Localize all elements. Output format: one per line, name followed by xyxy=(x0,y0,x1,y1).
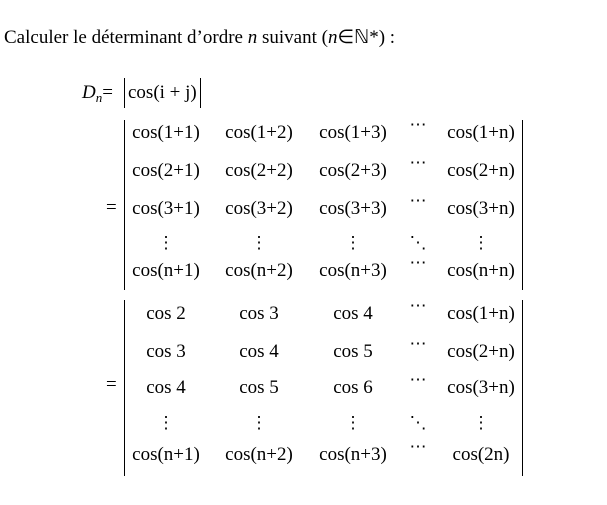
intro-var-n: n xyxy=(247,27,258,48)
matrix2-cell-r1-c5: cos(1+n) xyxy=(447,303,515,324)
matrix2-cell-r1-c3: cos 4 xyxy=(333,303,373,324)
matrix2-cell-r5-c5: cos(2n) xyxy=(452,444,510,465)
det-compact-text: cos(i + j) xyxy=(128,82,197,103)
matrix2-cell-r1-c1: cos 2 xyxy=(146,303,186,324)
matrix2-cell-r5-c1: cos(n+1) xyxy=(132,444,200,465)
matrix2-cell-r4-c1: ⋮ xyxy=(157,413,175,432)
matrix1-cell-r4-c1: ⋮ xyxy=(157,233,175,252)
determinant-compact xyxy=(124,78,201,108)
matrix2-cell-r2-c2: cos 4 xyxy=(239,341,279,362)
matrix1-cell-r2-c2: cos(2+2) xyxy=(225,160,293,181)
matrix2-cell-r2-c3: cos 5 xyxy=(333,341,373,362)
equals-sign-1: = xyxy=(106,197,117,218)
matrix1-cell-r3-c1: cos(3+1) xyxy=(132,198,200,219)
matrix2-cell-r1-c2: cos 3 xyxy=(239,303,279,324)
matrix1-cell-r1-c3: cos(1+3) xyxy=(319,122,387,143)
matrix2-right-bar xyxy=(522,300,523,476)
matrix1-cell-r5-c3: cos(n+3) xyxy=(319,260,387,281)
matrix1-cell-r2-c4: ⋯ xyxy=(409,153,427,172)
matrix2-cell-r3-c2: cos 5 xyxy=(239,377,279,398)
matrix1-cell-r3-c5: cos(3+n) xyxy=(447,198,515,219)
matrix1-cell-r4-c5: ⋮ xyxy=(472,233,490,252)
matrix1-cell-r1-c4: ⋯ xyxy=(409,115,427,134)
det-subscript: n xyxy=(95,90,103,105)
matrix1-cell-r4-c4: ⋱ xyxy=(409,233,427,252)
matrix2-cell-r2-c4: ⋯ xyxy=(409,334,427,353)
matrix1-left-bar xyxy=(124,120,125,290)
condition-rest: ∈ℕ*) : xyxy=(337,27,396,48)
matrix2-cell-r5-c2: cos(n+2) xyxy=(225,444,293,465)
equals-sign-0: = xyxy=(102,82,113,103)
matrix1-cell-r3-c2: cos(3+2) xyxy=(225,198,293,219)
problem-statement xyxy=(4,26,395,49)
equals-sign-2: = xyxy=(106,374,117,395)
matrix1-right-bar xyxy=(522,120,523,290)
matrix1-cell-r2-c1: cos(2+1) xyxy=(132,160,200,181)
matrix1-cell-r3-c4: ⋯ xyxy=(409,191,427,210)
matrix2-cell-r4-c5: ⋮ xyxy=(472,413,490,432)
matrix1-cell-r1-c1: cos(1+1) xyxy=(132,122,200,143)
condition-n: n xyxy=(327,27,338,48)
intro-text: Calculer le déterminant d’ordre xyxy=(4,27,248,48)
matrix1-cell-r2-c5: cos(2+n) xyxy=(447,160,515,181)
det-symbol: D xyxy=(82,82,96,103)
matrix2-cell-r4-c4: ⋱ xyxy=(409,413,427,432)
matrix1-cell-r5-c1: cos(n+1) xyxy=(132,260,200,281)
matrix2-cell-r3-c5: cos(3+n) xyxy=(447,377,515,398)
matrix1-cell-r5-c4: ⋯ xyxy=(409,253,427,272)
matrix2-left-bar xyxy=(124,300,125,476)
matrix1-cell-r1-c5: cos(1+n) xyxy=(447,122,515,143)
matrix1-cell-r4-c2: ⋮ xyxy=(250,233,268,252)
matrix2-cell-r2-c5: cos(2+n) xyxy=(447,341,515,362)
matrix2-cell-r1-c4: ⋯ xyxy=(409,296,427,315)
matrix2-cell-r3-c1: cos 4 xyxy=(146,377,186,398)
matrix2-cell-r5-c3: cos(n+3) xyxy=(319,444,387,465)
matrix1-cell-r5-c5: cos(n+n) xyxy=(447,260,515,281)
matrix1-cell-r2-c3: cos(2+3) xyxy=(319,160,387,181)
matrix2-cell-r3-c4: ⋯ xyxy=(409,370,427,389)
matrix1-cell-r1-c2: cos(1+2) xyxy=(225,122,293,143)
determinant-label xyxy=(82,82,113,104)
matrix2-cell-r3-c3: cos 6 xyxy=(333,377,373,398)
intro-text-2: suivant ( xyxy=(257,27,328,48)
matrix2-cell-r4-c3: ⋮ xyxy=(344,413,362,432)
matrix2-cell-r5-c4: ⋯ xyxy=(409,437,427,456)
matrix1-cell-r5-c2: cos(n+2) xyxy=(225,260,293,281)
matrix2-cell-r2-c1: cos 3 xyxy=(146,341,186,362)
matrix1-cell-r4-c3: ⋮ xyxy=(344,233,362,252)
matrix2-cell-r4-c2: ⋮ xyxy=(250,413,268,432)
matrix1-cell-r3-c3: cos(3+3) xyxy=(319,198,387,219)
